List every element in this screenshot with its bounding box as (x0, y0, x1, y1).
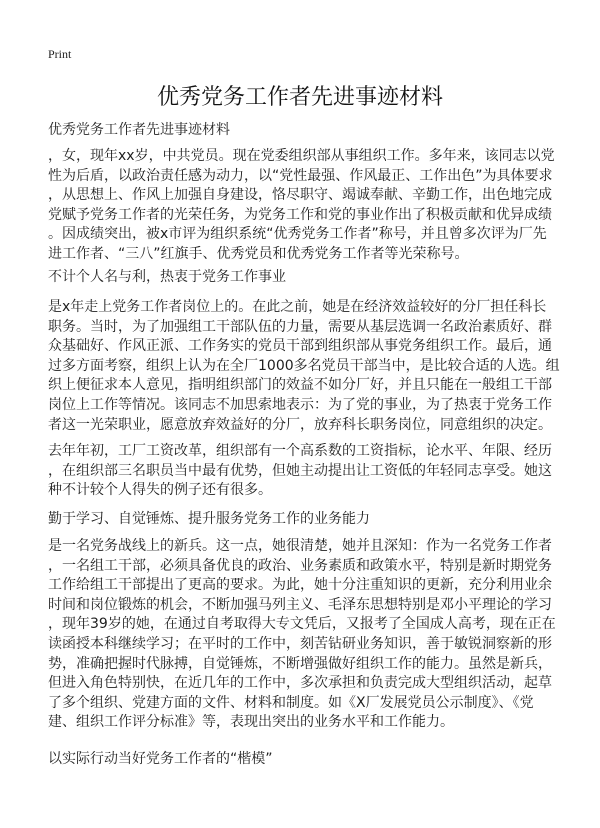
paragraph-line: 岗位上工作等情况。该同志不加思索地表示：为了党的事业，为了热衷于党务工作 (48, 396, 552, 413)
paragraph-line: 党赋予党务工作者的光荣任务，为党务工作和党的事业作出了积极贡献和优异成绩 (48, 206, 552, 223)
paragraph-line: ，在组织部三名职员当中最有优势，但她主动提出让工资低的年轻同志享受。她这 (48, 462, 552, 479)
paragraph-2 (48, 298, 558, 435)
paragraph-line: 但进入角色特别快，在近几年的工作中，多次承担和负责完成大型组织活动，起草 (48, 675, 552, 692)
paragraph-line: 众基础好、作风正派、工作务实的党员干部到组织部从事党务组织工作。最后，通 (48, 338, 552, 355)
document-title: 优秀党务工作者先进事迹材料 (156, 85, 443, 110)
paragraph-line: ，从思想上、作风上加强自身建设，恪尽职守、竭诚奉献、辛勤工作，出色地完成 (48, 187, 552, 204)
section-heading-1: 不计个人名与利，热衷于党务工作事业 (48, 269, 286, 285)
paragraph-line: 势，准确把握时代脉搏，自觉锤炼，不断增强做好组织工作的能力。虽然是新兵， (48, 655, 552, 672)
paragraph-4 (48, 537, 558, 733)
paragraph-line: 读函授本科继续学习；在平时的工作中，刻苦钻研业务知识，善于敏锐洞察新的形 (48, 635, 552, 652)
paragraph-1 (48, 147, 558, 265)
section-heading-3: 以实际行动当好党务工作者的“楷模” (48, 751, 273, 767)
paragraph-line: 性为后盾，以政治责任感为动力，以“党性最强、作风最正、工作出色”为具体要求 (48, 167, 553, 184)
paragraph-line: 去年年初，工厂工资改革，组织部有一个高系数的工资指标，论水平、年限、经历 (48, 443, 552, 459)
paragraph-line: 了多个组织、党建方面的文件、材料和制度。如《X厂发展党员公示制度》、《党 (48, 694, 534, 711)
paragraph-line: ，现年39岁的她，在通过自考取得大专文凭后，又报考了全国成人高考，现在正在 (48, 616, 556, 633)
paragraph-line: 是x年走上党务工作者岗位上的。在此之前，她是在经济效益较好的分厂担任科长 (48, 299, 547, 315)
paragraph-line: 者这一光荣职业，愿意放弃效益好的分厂，放弃科长职务岗位，同意组织的决定。 (48, 416, 552, 433)
section-heading-2: 勤于学习、自觉锤炼、提升服务党务工作的业务能力 (48, 511, 370, 527)
paragraph-line: 时间和岗位锻炼的机会，不断加强马列主义、毛泽东思想特别是邓小平理论的学习 (48, 596, 552, 613)
paragraph-3 (48, 442, 558, 501)
paragraph-line: 种不计较个人得失的例子还有很多。 (48, 482, 272, 499)
paragraph-line: 织上便征求本人意见，指明组织部门的效益不如分厂好，并且只能在一般组工干部 (48, 377, 552, 394)
paragraph-line: 。因成绩突出，被x市评为组织系统“优秀党务工作者”称号，并且曾多次评为厂先 (48, 226, 547, 243)
paragraph-line: 建、组织工作评分标准》等，表现出突出的业务水平和工作能力。 (48, 714, 454, 731)
paragraph-line: ，女，现年xx岁，中共党员。现在党委组织部从事组织工作。多年来，该同志以党 (48, 148, 555, 164)
paragraph-line: 工作给组工干部提出了更高的要求。为此，她十分注重知识的更新，充分利用业余 (48, 577, 552, 594)
paragraph-line: 是一名党务战线上的新兵。这一点，她很清楚，她并且深知：作为一名党务工作者 (48, 538, 552, 554)
paragraph-line: 进工作者、“三八”红旗手、优秀党员和优秀党务工作者等光荣称号。 (48, 245, 469, 262)
paragraph-line: ，一名组工干部，必须具备优良的政治、业务素质和政策水平，特别是新时期党务 (48, 557, 552, 574)
paragraph-line: 过多方面考察，组织上认为在全厂1000多名党员干部当中，是比较合适的人选。组 (48, 357, 560, 374)
paragraph-line: 职务。当时，为了加强组工干部队伍的力量，需要从基层选调一名政治素质好、群 (48, 318, 552, 335)
document-subtitle: 优秀党务工作者先进事迹材料 (48, 122, 230, 138)
print-label[interactable]: Print (48, 47, 72, 61)
